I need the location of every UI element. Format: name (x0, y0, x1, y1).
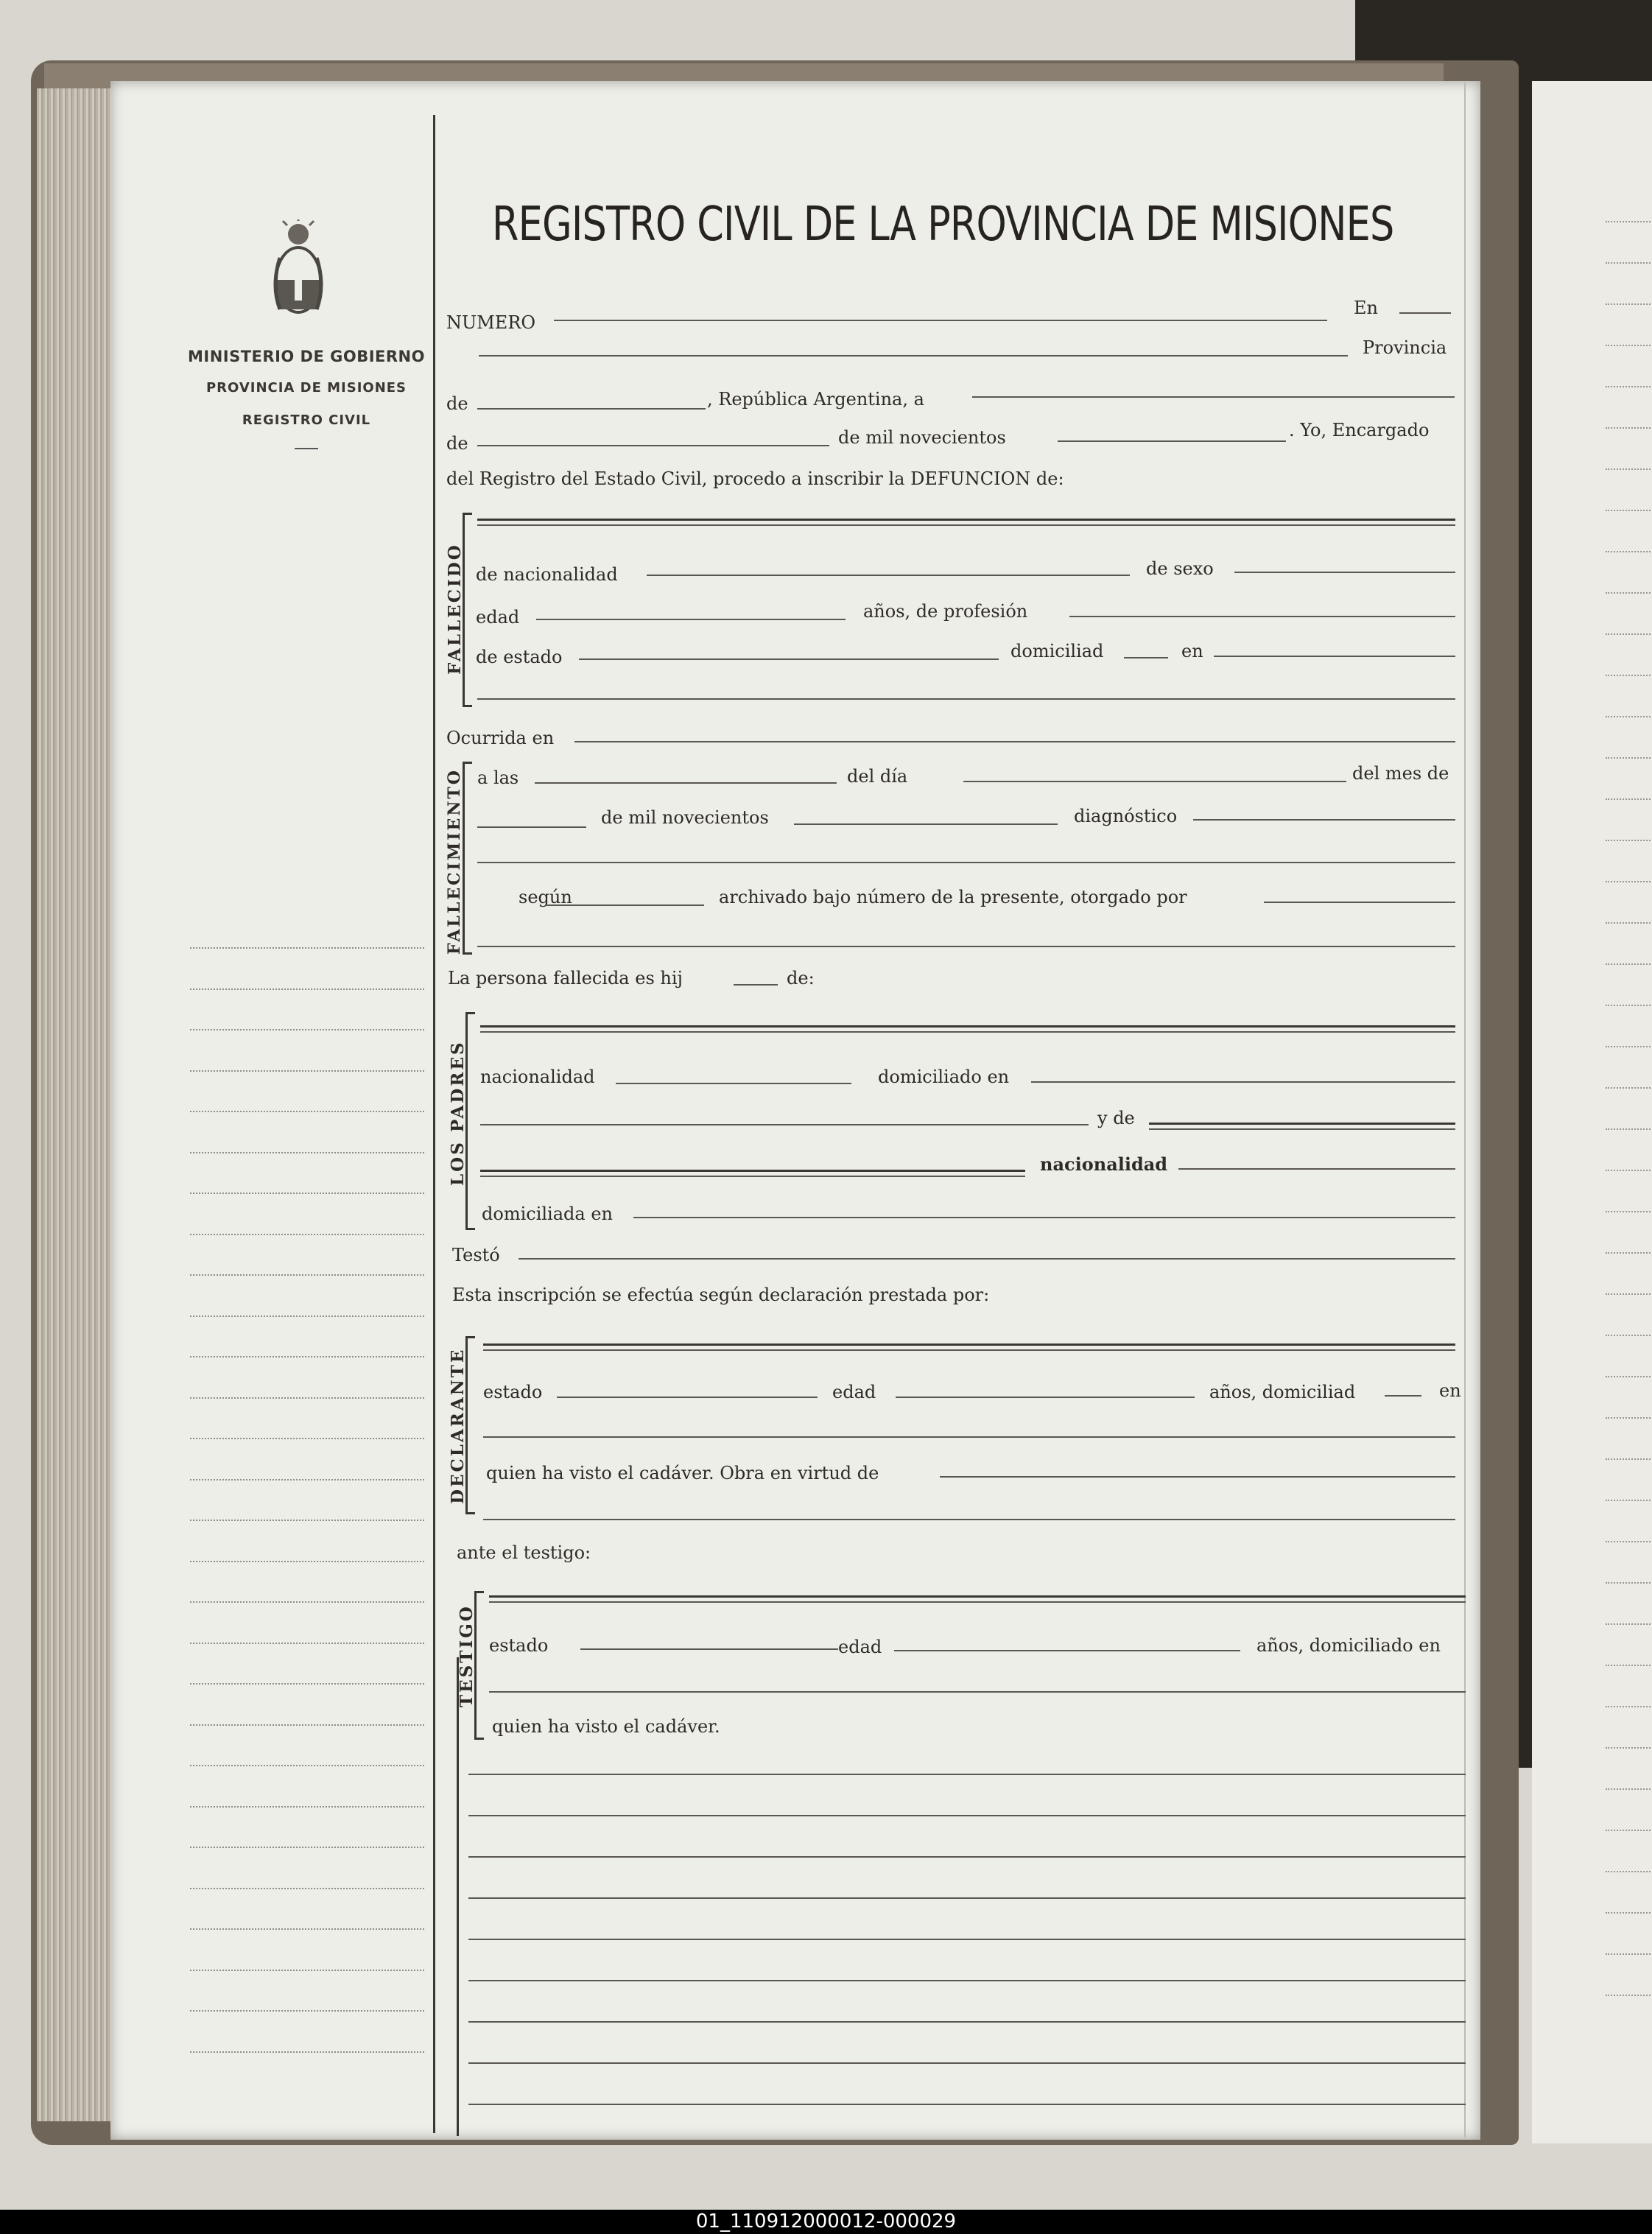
margin-note-line[interactable] (190, 1561, 424, 1562)
month-line[interactable] (477, 445, 829, 446)
notes-line[interactable] (468, 1774, 1466, 1775)
margin-note-line[interactable] (190, 1192, 424, 1194)
declarante-edad-label: edad (832, 1382, 876, 1402)
testigo-edad-label: edad (838, 1637, 882, 1657)
obra-virtud-line[interactable] (940, 1476, 1455, 1478)
declarante-label: DECLARANTE (448, 1347, 468, 1504)
margin-note-line[interactable] (190, 1806, 424, 1808)
place-line[interactable] (479, 355, 1348, 356)
next-page-line (1606, 1417, 1652, 1419)
declarante-domiciliad-line[interactable] (1385, 1395, 1421, 1397)
margin-note-line[interactable] (190, 2051, 424, 2053)
province-name: PROVINCIA DE MISIONES (205, 380, 407, 396)
ministry-name: MINISTERIO DE GOBIERNO (188, 348, 425, 365)
next-page-line (1606, 262, 1652, 264)
testigo-edad-line[interactable] (894, 1650, 1240, 1651)
domiciliada-label: domiciliada en (482, 1204, 613, 1224)
page-edges (37, 88, 118, 2121)
declarante-en-label: en (1439, 1380, 1461, 1401)
next-page-line (1606, 1500, 1652, 1501)
registry-name: REGISTRO CIVIL (242, 412, 371, 428)
margin-note-line[interactable] (190, 1970, 424, 1971)
domiciliado-line[interactable] (1031, 1081, 1455, 1083)
next-page-line (1606, 1871, 1652, 1872)
numero-label: NUMERO (446, 312, 536, 333)
de-parents-label: de: (787, 968, 815, 988)
nacionalidad-father-line[interactable] (616, 1083, 851, 1084)
mother-name-line-2[interactable] (480, 1170, 1025, 1172)
fallecimiento-extra-line[interactable] (477, 946, 1455, 947)
margin-note-line[interactable] (190, 988, 424, 990)
declarante-estado-label: estado (483, 1382, 543, 1402)
page-title: REGISTRO CIVIL DE LA PROVINCIA DE MISIONES (492, 197, 1394, 252)
next-page-line (1606, 716, 1652, 717)
profesion-line[interactable] (1069, 616, 1455, 617)
declarante-extra-line[interactable] (483, 1519, 1455, 1520)
next-page-line (1606, 881, 1652, 882)
next-page-line (1606, 798, 1652, 800)
testigo-label: TESTIGO (457, 1604, 477, 1707)
edad-line[interactable] (536, 619, 846, 620)
testigo-intro: ante el testigo: (457, 1542, 591, 1563)
margin-note-line[interactable] (190, 1724, 424, 1726)
diagnostico-label: diagnóstico (1074, 806, 1178, 826)
testigo-quien-label: quien ha visto el cadáver. (492, 1716, 720, 1737)
declarante-name-line[interactable] (483, 1343, 1455, 1346)
notes-line[interactable] (468, 2062, 1466, 2064)
domiciliado-label: domiciliado en (878, 1067, 1010, 1087)
domiciliada-line[interactable] (633, 1217, 1455, 1218)
lower-margin-rule (457, 1657, 459, 2136)
next-page-line (1606, 303, 1652, 305)
next-page-line (1606, 1005, 1652, 1006)
next-page-line (1606, 1582, 1652, 1584)
margin-note-line[interactable] (190, 1029, 424, 1030)
next-page-line (1606, 1128, 1652, 1130)
domiciliad-line[interactable] (1124, 657, 1168, 658)
declarante-edad-line[interactable] (896, 1397, 1195, 1398)
margin-note-line[interactable] (190, 947, 424, 949)
notes-line[interactable] (468, 2021, 1466, 2023)
next-page-line (1606, 345, 1652, 346)
margin-note-line[interactable] (190, 1479, 424, 1480)
diagnostico-line[interactable] (1193, 819, 1455, 821)
next-page-line (1606, 1995, 1652, 1996)
estado-label: de estado (476, 647, 563, 667)
next-page-line (1606, 221, 1652, 222)
testo-line[interactable] (519, 1258, 1455, 1260)
next-page-line (1606, 1335, 1652, 1336)
notes-line[interactable] (468, 1815, 1466, 1816)
next-page-line (1606, 510, 1652, 511)
next-page-line (1606, 592, 1652, 594)
en-line[interactable] (1399, 312, 1451, 314)
margin-note-line[interactable] (190, 1520, 424, 1521)
ocurrida-line[interactable] (574, 741, 1455, 742)
next-page-line (1606, 1953, 1652, 1955)
next-page-line (1606, 675, 1652, 676)
edad-label: edad (476, 607, 520, 628)
next-page-line (1606, 1293, 1652, 1295)
next-page-line (1606, 551, 1652, 552)
hora-line[interactable] (535, 782, 837, 784)
margin-note-line[interactable] (190, 1070, 424, 1072)
next-page-line (1606, 1211, 1652, 1212)
domicilio-line[interactable] (1214, 656, 1455, 657)
registro-sentence: del Registro del Estado Civil, procedo a inscribir la DEFUNCION de: (446, 468, 1064, 489)
next-page-line (1606, 1912, 1652, 1914)
notes-line[interactable] (468, 2104, 1466, 2105)
del-mes-label: del mes de (1352, 763, 1449, 784)
de-label: de (446, 393, 468, 414)
nacionalidad-line[interactable] (647, 575, 1130, 576)
next-page-line (1606, 1541, 1652, 1542)
anio-line[interactable] (794, 823, 1058, 825)
archivado-label: archivado bajo número de la presente, otorgado por (719, 887, 1187, 907)
next-page-line (1606, 427, 1652, 429)
date-line[interactable] (972, 396, 1455, 398)
testigo-estado-line[interactable] (580, 1648, 838, 1650)
nacionalidad-mother-label: nacionalidad (1040, 1153, 1168, 1175)
a-las-label: a las (477, 768, 519, 788)
next-page-line (1606, 840, 1652, 841)
notes-line[interactable] (468, 1939, 1466, 1940)
margin-note-line[interactable] (190, 1152, 424, 1153)
declarante-quien-label: quien ha visto el cadáver. Obra en virtud de (486, 1463, 879, 1483)
next-page-line (1606, 1458, 1652, 1460)
margin-note-line[interactable] (190, 1438, 424, 1439)
notes-line[interactable] (468, 1980, 1466, 1981)
otorgado-line[interactable] (1264, 902, 1455, 903)
page-edge-rule (1464, 82, 1466, 2138)
persona-hij-label: La persona fallecida es hij (448, 968, 683, 988)
next-page-line (1606, 963, 1652, 965)
numero-line[interactable] (554, 320, 1327, 321)
next-page-line (1606, 1376, 1652, 1377)
domiciliad-label: domiciliad (1010, 641, 1104, 661)
diagnostico-extra-line[interactable] (477, 862, 1455, 863)
testigo-domiciliado-label: años, domiciliado en (1256, 1635, 1441, 1656)
mil-novecientos-label: de mil novecientos (838, 427, 1006, 448)
header-dash (295, 448, 318, 449)
margin-note-line[interactable] (190, 1111, 424, 1112)
declarante-domiciliad-label: años, domiciliad (1209, 1382, 1356, 1402)
next-page-line (1606, 1252, 1652, 1254)
fallecido-label: FALLECIDO (445, 543, 465, 675)
margin-note-line[interactable] (190, 1847, 424, 1848)
next-page-line (1606, 1623, 1652, 1625)
de-label-2: de (446, 433, 468, 454)
nacionalidad-label: de nacionalidad (476, 564, 618, 585)
margin-note-line[interactable] (190, 1683, 424, 1685)
next-page-line (1606, 1665, 1652, 1666)
mother-name-line[interactable] (1149, 1123, 1455, 1125)
mil-novecientos-label-2: de mil novecientos (601, 807, 769, 828)
testo-label: Testó (452, 1245, 500, 1265)
margin-note-line[interactable] (190, 1397, 424, 1399)
testigo-address-line[interactable] (489, 1691, 1466, 1693)
testigo-name-line[interactable] (489, 1595, 1466, 1598)
margin-note-line[interactable] (190, 1888, 424, 1889)
next-page-line (1606, 1170, 1652, 1171)
fallecimiento-label: FALLECIMIENTO (445, 768, 464, 955)
next-page-line (1606, 1747, 1652, 1749)
next-page-line (1606, 633, 1652, 635)
testigo-estado-label: estado (489, 1635, 549, 1656)
profesion-label: años, de profesión (863, 601, 1028, 622)
mes-line[interactable] (477, 826, 586, 828)
yo-encargado-label: . Yo, Encargado (1289, 420, 1430, 440)
father-address-line[interactable] (480, 1124, 1089, 1125)
nacionalidad-mother-line[interactable] (1178, 1168, 1455, 1170)
next-page-line (1606, 922, 1652, 924)
image-id-footer: 01_110912000012-000029 (0, 2210, 1652, 2234)
margin-note-line[interactable] (190, 1316, 424, 1317)
margin-rule (433, 115, 435, 2133)
margin-note-line[interactable] (190, 1643, 424, 1644)
notes-line[interactable] (468, 1897, 1466, 1899)
year-line[interactable] (1058, 440, 1286, 442)
father-name-line[interactable] (480, 1025, 1455, 1028)
next-page-line (1606, 468, 1652, 470)
estado-line[interactable] (579, 658, 999, 660)
next-page-line (1606, 1706, 1652, 1707)
coat-of-arms-icon (265, 219, 331, 324)
next-page-line (1606, 1087, 1652, 1089)
next-page-edge (1532, 81, 1652, 2143)
declarante-estado-line[interactable] (557, 1397, 818, 1398)
margin-note-line[interactable] (190, 1765, 424, 1766)
fallecido-extra-line[interactable] (477, 698, 1455, 700)
margin-note-line[interactable] (190, 2010, 424, 2012)
margin-note-line[interactable] (190, 1234, 424, 1235)
sexo-line[interactable] (1234, 572, 1455, 573)
republica-label: , República Argentina, a (707, 389, 924, 410)
province-line[interactable] (477, 408, 706, 410)
margin-note-line[interactable] (190, 1356, 424, 1357)
en-label-2: en (1181, 641, 1203, 661)
provincia-label: Provincia (1363, 337, 1447, 358)
hij-line[interactable] (734, 984, 778, 986)
declarante-address-line[interactable] (483, 1436, 1455, 1438)
margin-note-line[interactable] (190, 1601, 424, 1603)
next-page-line (1606, 386, 1652, 387)
segun-line[interactable] (545, 905, 704, 906)
sexo-label: de sexo (1146, 558, 1214, 579)
nacionalidad-father-label: nacionalidad (480, 1067, 595, 1087)
padres-label: LOS PADRES (448, 1040, 468, 1186)
margin-note-line[interactable] (190, 1928, 424, 1930)
deceased-name-line[interactable] (477, 519, 1455, 521)
ocurrida-label: Ocurrida en (446, 728, 555, 748)
declaracion-intro: Esta inscripción se efectúa según declaración prestada por: (452, 1285, 990, 1305)
next-page-line (1606, 1046, 1652, 1047)
del-dia-label: del día (847, 766, 908, 787)
next-page-line (1606, 1830, 1652, 1831)
next-page-line (1606, 1788, 1652, 1790)
next-page-line (1606, 757, 1652, 759)
dia-line[interactable] (963, 781, 1346, 782)
segun-label: según (519, 887, 572, 907)
y-de-label: y de (1097, 1108, 1135, 1128)
en-label: En (1354, 298, 1378, 318)
margin-note-line[interactable] (190, 1274, 424, 1276)
notes-line[interactable] (468, 1856, 1466, 1858)
